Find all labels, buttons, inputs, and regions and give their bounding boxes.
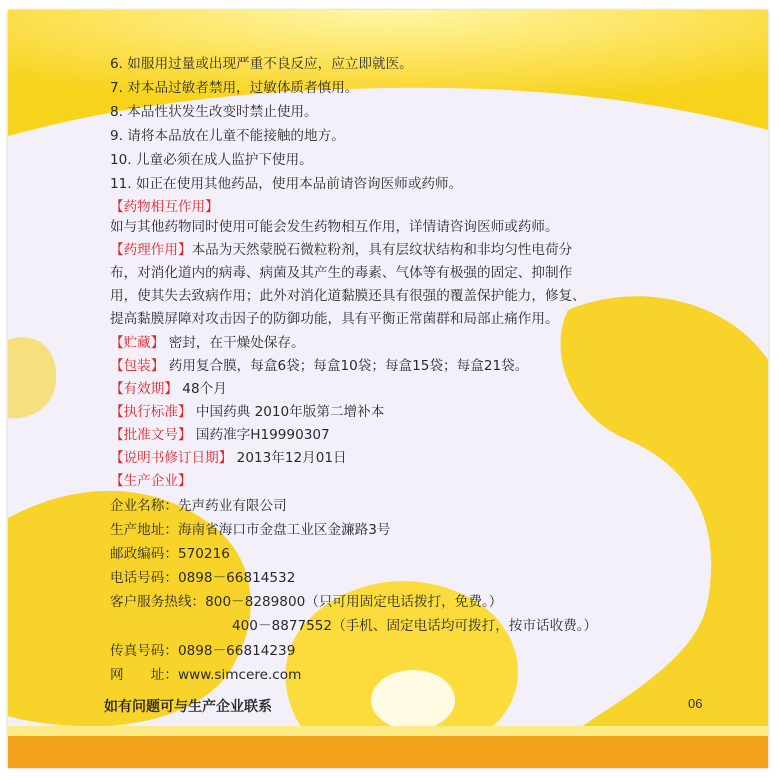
website-link: www.simcere.com: [177, 667, 302, 683]
pharmacology-heading: 【药理作用】: [110, 242, 192, 258]
precaution-9: 9. 请将本品放在儿童不能接触的地方。: [110, 128, 345, 144]
contact-footer-text: 如有问题可与生产企业联系: [104, 699, 272, 715]
manufacturer-heading: 【生产企业】: [110, 473, 192, 489]
precaution-10: 10. 儿童必须在成人监护下使用。: [110, 152, 313, 168]
package-heading: 【包装】: [110, 358, 165, 374]
zip-row: 邮政编码：570216: [110, 546, 230, 562]
address-row: 生产地址：海南省海口市金盘工业区金濂路3号: [110, 522, 391, 538]
pharmacology-line-4: 提高黏膜屏障对攻击因子的防御功能，具有平衡正常菌群和局部止痛作用。: [110, 311, 559, 327]
standard-row: 【执行标准】 中国药典 2010年版第二增补本: [110, 404, 385, 420]
website-row: 网 址：www.simcere.com: [110, 667, 302, 683]
interaction-text: 如与其他药物同时使用可能会发生药物相互作用，详情请咨询医师或药师。: [110, 219, 559, 235]
hotline-row-2: 400－8877552（手机、固定电话均可拨打，按市话收费。）: [232, 618, 598, 634]
pharmacology-line-1: 【药理作用】本品为天然蒙脱石微粒粉剂，具有层纹状结构和非均匀性电荷分: [110, 242, 573, 258]
fax-row: 传真号码：0898－66814239: [110, 643, 296, 659]
precaution-11: 11. 如正在使用其他药品，使用本品前请咨询医师或药师。: [110, 176, 463, 192]
validity-row: 【有效期】 48个月: [110, 381, 227, 397]
company-name-row: 企业名称：先声药业有限公司: [110, 498, 287, 514]
standard-heading: 【执行标准】: [110, 404, 192, 420]
phone-row: 电话号码：0898－66814532: [110, 570, 296, 586]
approval-heading: 【批准文号】: [110, 427, 192, 443]
validity-heading: 【有效期】: [110, 381, 178, 397]
precaution-6: 6. 如服用过量或出现严重不良反应，应立即就医。: [110, 56, 413, 72]
precaution-8: 8. 本品性状发生改变时禁止使用。: [110, 104, 318, 120]
storage-heading: 【贮藏】: [110, 335, 165, 351]
pharmacology-line-2: 布，对消化道内的病毒、病菌及其产生的毒素、气体等有极强的固定、抑制作: [110, 265, 573, 281]
pharmacology-line-3: 用，使其失去致病作用；此外对消化道黏膜还具有很强的覆盖保护能力，修复、: [110, 288, 586, 304]
storage-row: 【贮藏】 密封，在干燥处保存。: [110, 335, 305, 351]
interaction-heading: 【药物相互作用】: [110, 199, 219, 215]
package-row: 【包装】 药用复合膜，每盒6袋；每盒10袋；每盒15袋；每盒21袋。: [110, 358, 529, 374]
approval-row: 【批准文号】 国药准字H19990307: [110, 427, 330, 443]
revision-row: 【说明书修订日期】 2013年12月01日: [110, 450, 347, 466]
precaution-7: 7. 对本品过敏者禁用，过敏体质者慎用。: [110, 80, 359, 96]
hotline-row-1: 客户服务热线：800－8289800（只可用固定电话拨打，免费。）: [110, 594, 503, 610]
page-number: 06: [688, 696, 703, 711]
revision-heading: 【说明书修订日期】: [110, 450, 233, 466]
